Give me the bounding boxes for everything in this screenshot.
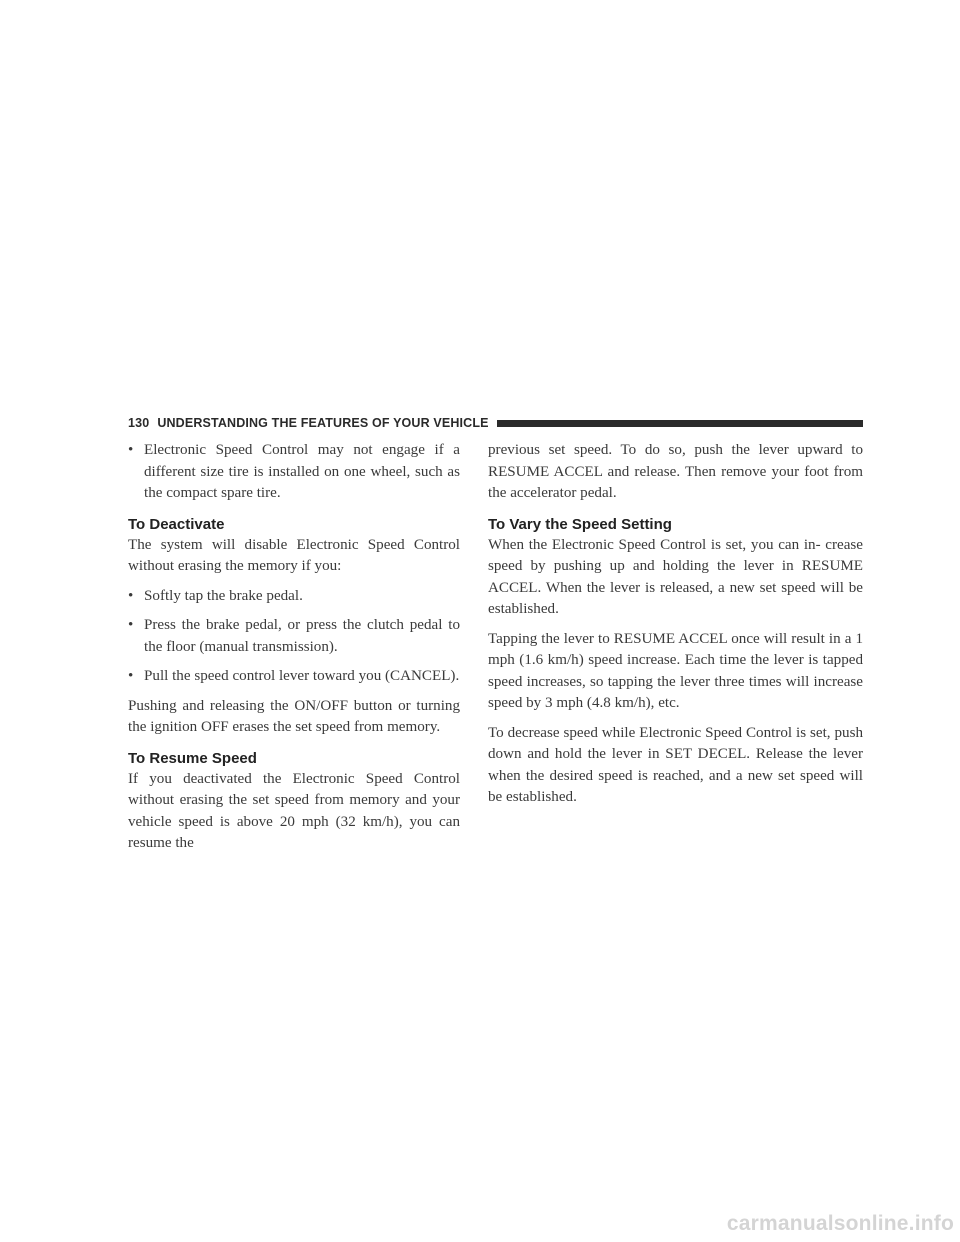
page-number: 130 (128, 416, 150, 430)
heading-deactivate: To Deactivate (128, 515, 225, 533)
list-item (128, 586, 460, 608)
deactivate-paragraph: Pushing and releasing the ON/OFF button or turning the ignition OFF erases the set speed from memory. (128, 697, 460, 735)
list-item (128, 440, 460, 505)
left-column (128, 440, 460, 863)
vary-paragraph: To decrease speed while Electronic Speed Control is set, push down and hold the lever in SET DECEL. Release the lever when the desired speed is reached, and a new set speed will be established. (488, 724, 863, 805)
header-rule (497, 420, 863, 427)
list-item-text: Electronic Speed Control may not engage if a different size tire is installed on one wheel, such as the compact spare tire. (144, 442, 460, 501)
top-bullet-list (128, 440, 460, 505)
heading-vary-speed: To Vary the Speed Setting (488, 515, 672, 533)
vary-paragraph: Tapping the lever to RESUME ACCEL once will result in a 1 mph (1.6 km/h) speed increase. Each time the lever is tapped speed increases, so tapping the lever three times will increase speed by 3 mph (4.8 km/h), etc. (488, 630, 863, 711)
resume-paragraph: If you deactivated the Electronic Speed Control without erasing the set speed from memory and your vehicle speed is above 20 mph (32 km/h), you can resume the (128, 770, 460, 851)
right-column (488, 440, 863, 817)
list-item-text: Press the brake pedal, or press the clutch pedal to the floor (manual transmission). (144, 617, 460, 655)
bullet-icon: • (128, 617, 134, 633)
heading-resume: To Resume Speed (128, 749, 257, 767)
list-item-text: Softly tap the brake pedal. (144, 587, 303, 604)
deactivate-intro: The system will disable Electronic Speed Control without erasing the memory if you: (128, 536, 460, 574)
bullet-icon: • (128, 442, 134, 458)
page-header (128, 416, 863, 430)
list-item-text: Pull the speed control lever toward you (CANCEL). (144, 668, 460, 684)
site-watermark: carmanualsonline.info (726, 1212, 954, 1235)
list-item (128, 615, 460, 658)
deactivate-list (128, 586, 460, 688)
bullet-icon: • (128, 668, 134, 684)
vary-paragraph: When the Electronic Speed Control is set, you can in- crease speed by pushing up and holding the lever in RESUME ACCEL. When the lever is released, a new set speed will be established. (488, 536, 863, 617)
list-item (128, 666, 460, 688)
bullet-icon: • (128, 587, 134, 604)
section-title: UNDERSTANDING THE FEATURES OF YOUR VEHICLE (157, 416, 489, 430)
resume-continued-paragraph: previous set speed. To do so, push the lever upward to RESUME ACCEL and release. Then remove your foot from the accelerator pedal. (488, 442, 863, 501)
